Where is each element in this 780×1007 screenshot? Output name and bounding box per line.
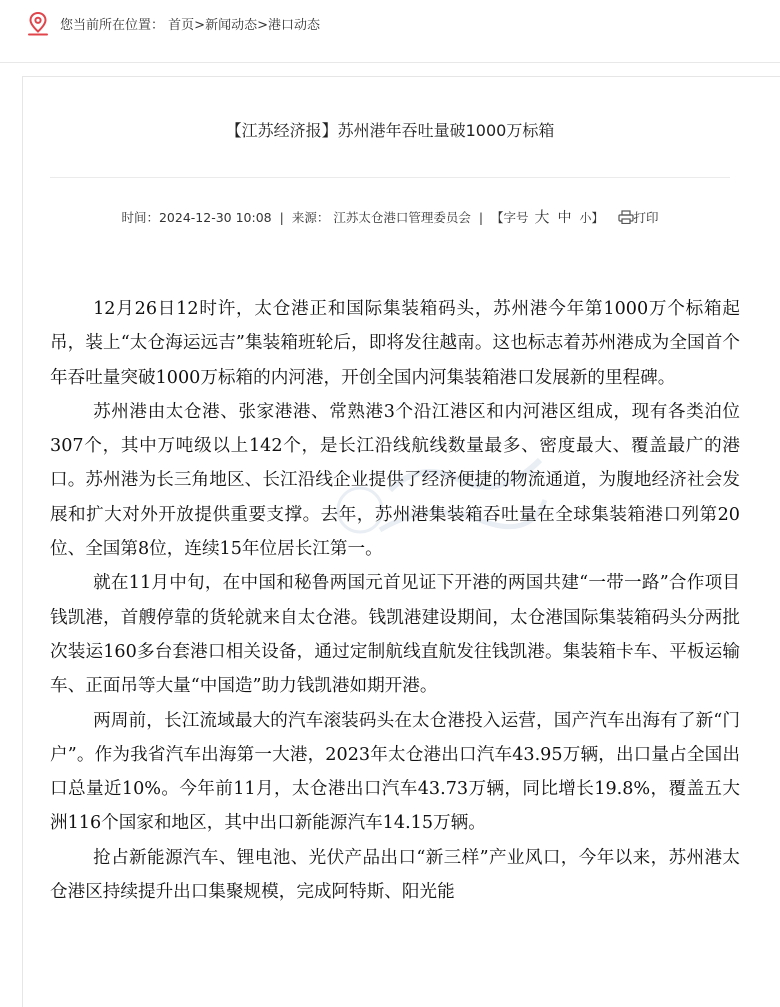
article-meta xyxy=(0,206,780,227)
source-label: 来源： xyxy=(291,210,330,225)
font-size-small-button[interactable]: 小】 xyxy=(579,211,604,225)
article-paragraph: 两周前，长江流域最大的汽车滚装码头在太仓港投入运营，国产汽车出海有了新“门户”。作为我省汽车出海第一大港，2023年太仓港出口汽车43.95万辆，出口量占全国出口总量近10%。今年前11月，太仓港出口汽车43.73万辆，同比增长19.8%，覆盖五大洲116个国家和地区，其中出口新能源汽车14.15万辆。 xyxy=(50,710,740,834)
source-value: 江苏太仓港口管理委员会 xyxy=(333,210,471,225)
font-size-label: 【字号 xyxy=(491,210,529,225)
font-size-large-button[interactable]: 大 xyxy=(534,208,550,226)
print-button[interactable]: 打印 xyxy=(633,210,659,225)
time-value: 2024-12-30 10:08 xyxy=(158,210,272,225)
font-size-medium-button[interactable]: 中 xyxy=(557,210,572,226)
breadcrumb-separator: > xyxy=(257,18,268,33)
top-bar xyxy=(0,0,780,63)
breadcrumb-home-link[interactable]: 首页 xyxy=(168,18,195,33)
title-divider xyxy=(50,177,730,178)
breadcrumb-port-news-link[interactable]: 港口动态 xyxy=(268,18,321,33)
breadcrumb-prefix: 您当前所在位置： xyxy=(60,18,165,33)
breadcrumb xyxy=(60,14,320,33)
article-paragraph: 苏州港由太仓港、张家港港、常熟港3个沿江港区和内河港区组成，现有各类泊位307个，其中万吨级以上142个，是长江沿线航线数量最多、密度最大、覆盖最广的港口。苏州港为长三角地区、长江沿线企业提供了经济便捷的物流通道，为腹地经济社会发展和扩大对外开放提供重要支撑。去年，苏州港集装箱吞吐量在全球集装箱港口列第20位、全国第8位，连续15年位居长江第一。 xyxy=(50,401,740,560)
article-paragraph: 12月26日12时许，太仓港正和国际集装箱码头，苏州港今年第1000万个标箱起吊，装上“太仓海运远吉”集装箱班轮后，即将发往越南。这也标志着苏州港成为全国首个年吞吐量突破1000万标箱的内河港，开创全国内河集装箱港口发展新的里程碑。 xyxy=(50,299,740,388)
meta-separator: | xyxy=(279,210,284,225)
article-paragraph: 抢占新能源汽车、锂电池、光伏产品出口“新三样”产业风口，今年以来，苏州港太仓港区持续提升出口集聚规模，完成阿特斯、阳光能 xyxy=(50,847,740,903)
breadcrumb-separator: > xyxy=(194,18,206,33)
location-pin-icon xyxy=(26,11,50,37)
meta-separator: | xyxy=(478,210,484,225)
article-body xyxy=(50,292,740,909)
breadcrumb-news-link[interactable]: 新闻动态 xyxy=(205,18,258,33)
article-title: 【江苏经济报】苏州港年吞吐量破1000万标箱 xyxy=(225,121,555,140)
article-paragraph: 就在11月中旬，在中国和秘鲁两国元首见证下开港的两国共建“一带一路”合作项目钱凯港，首艘停靠的货轮就来自太仓港。钱凯港建设期间，太仓港国际集装箱码头分两批次装运160多台套港口相关设备，通过定制航线直航发往钱凯港。集装箱卡车、平板运输车、正面吊等大量“中国造”助力钱凯港如期开港。 xyxy=(50,573,740,697)
time-label: 时间： xyxy=(121,210,159,225)
printer-icon[interactable] xyxy=(618,210,634,224)
